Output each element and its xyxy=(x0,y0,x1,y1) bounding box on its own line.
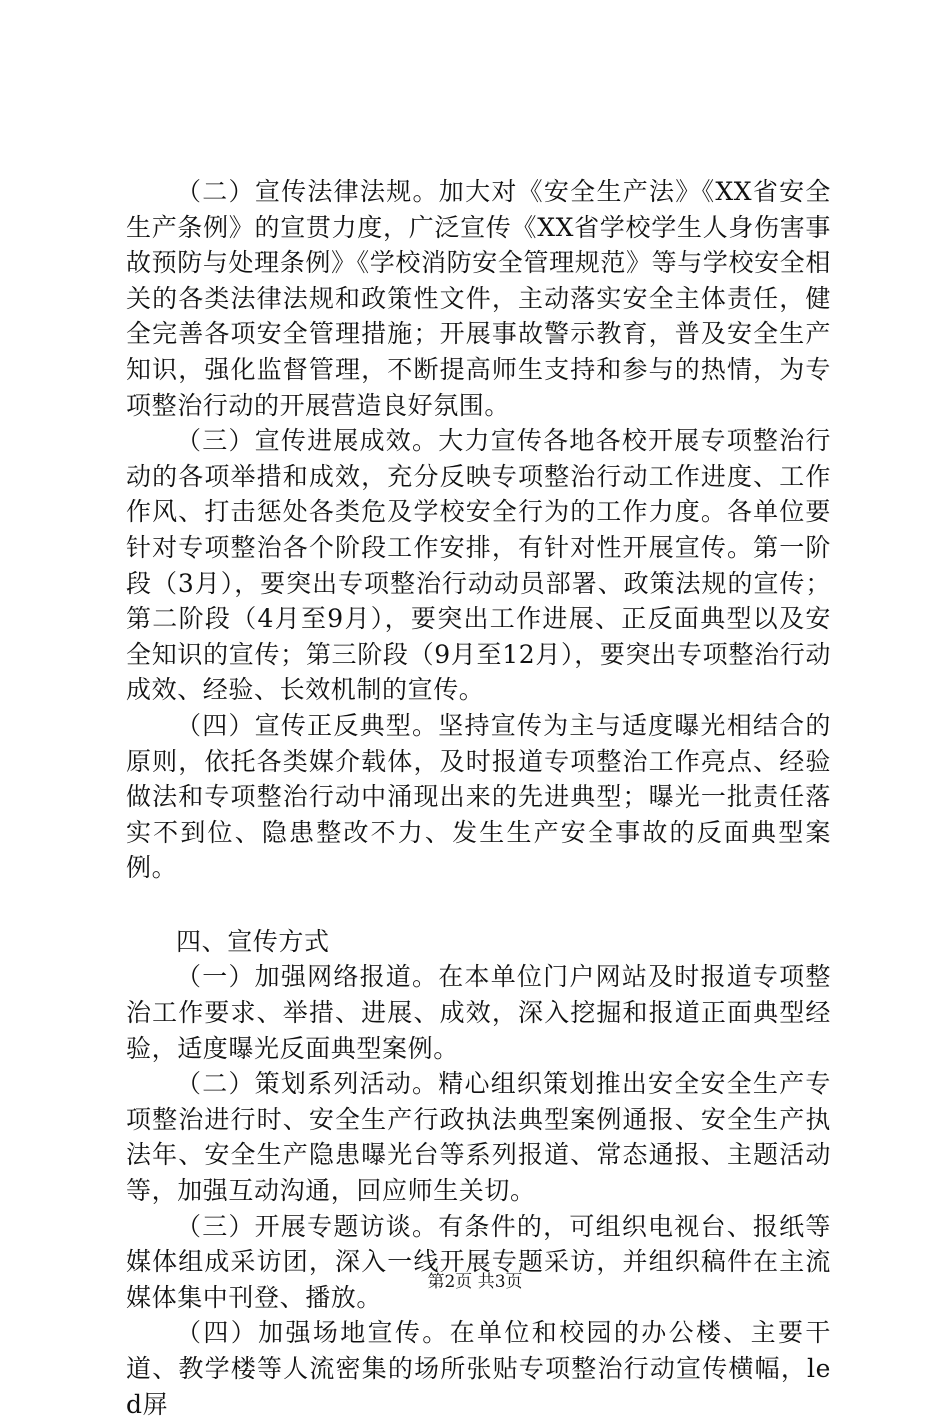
paragraph-online-reporting: （一）加强网络报道。在本单位门户网站及时报道专项整治工作要求、举措、进展、成效，深入挖掘和报道正面典型经验，适度曝光反面典型案例。 xyxy=(126,962,831,1063)
paragraph-promote-progress: （三）宣传进展成效。大力宣传各地各校开展专项整治行动的各项举措和成效，充分反映专项整治行动工作进度、工作作风、打击惩处各类危及学校安全行为的工作力度。各单位要针对专项整治各个阶段工作安排，有针对性开展宣传。第一阶段（3月），要突出专项整治行动动员部署、政策法规的宣传；第二阶段（4月至9月），要突出工作进展、正反面典型以及安全知识的宣传；第三阶段（9月至12月），要突出专项整治行动成效、经验、长效机制的宣传。 xyxy=(126,426,831,705)
paragraph-venue-promotion: （四）加强场地宣传。在单位和校园的办公楼、主要干道、教学楼等人流密集的场所张贴专项整治行动宣传横幅，led屏 xyxy=(126,1318,831,1419)
section-spacer xyxy=(126,886,831,924)
paragraph-promote-typical-cases: （四）宣传正反典型。坚持宣传为主与适度曝光相结合的原则，依托各类媒介载体，及时报道专项整治工作亮点、经验做法和专项整治行动中涌现出来的先进典型；曝光一批责任落实不到位、隐患整改不力、发生生产安全事故的反面典型案例。 xyxy=(126,710,831,883)
page-number-footer: 第2页 共3页 xyxy=(427,1272,523,1292)
paragraph-promote-laws: （二）宣传法律法规。加大对《安全生产法》《XX省安全生产条例》的宣贯力度，广泛宣传《XX省学校学生人身伤害事故预防与处理条例》《学校消防安全管理规范》等与学校安全相关的各类法律法规和政策性文件，主动落实安全主体责任，健全完善各项安全管理措施；开展事故警示教育，普及安全生产知识，强化监督管理，不断提高师生支持和参与的热情，为专项整治行动的开展营造良好氛围。 xyxy=(126,177,831,420)
section-heading-methods: 四、宣传方式 xyxy=(176,926,330,956)
document-body xyxy=(126,174,831,1422)
paragraph-special-interviews: （三）开展专题访谈。有条件的，可组织电视台、报纸等媒体组成采访团，深入一线开展专题采访，并组织稿件在主流媒体集中刊登、播放。 xyxy=(126,1211,831,1312)
paragraph-series-activities: （二）策划系列活动。精心组织策划推出安全安全生产专项整治进行时、安全生产行政执法典型案例通报、安全生产执法年、安全生产隐患曝光台等系列报道、常态通报、主题活动等，加强互动沟通，回应师生关切。 xyxy=(126,1069,831,1206)
